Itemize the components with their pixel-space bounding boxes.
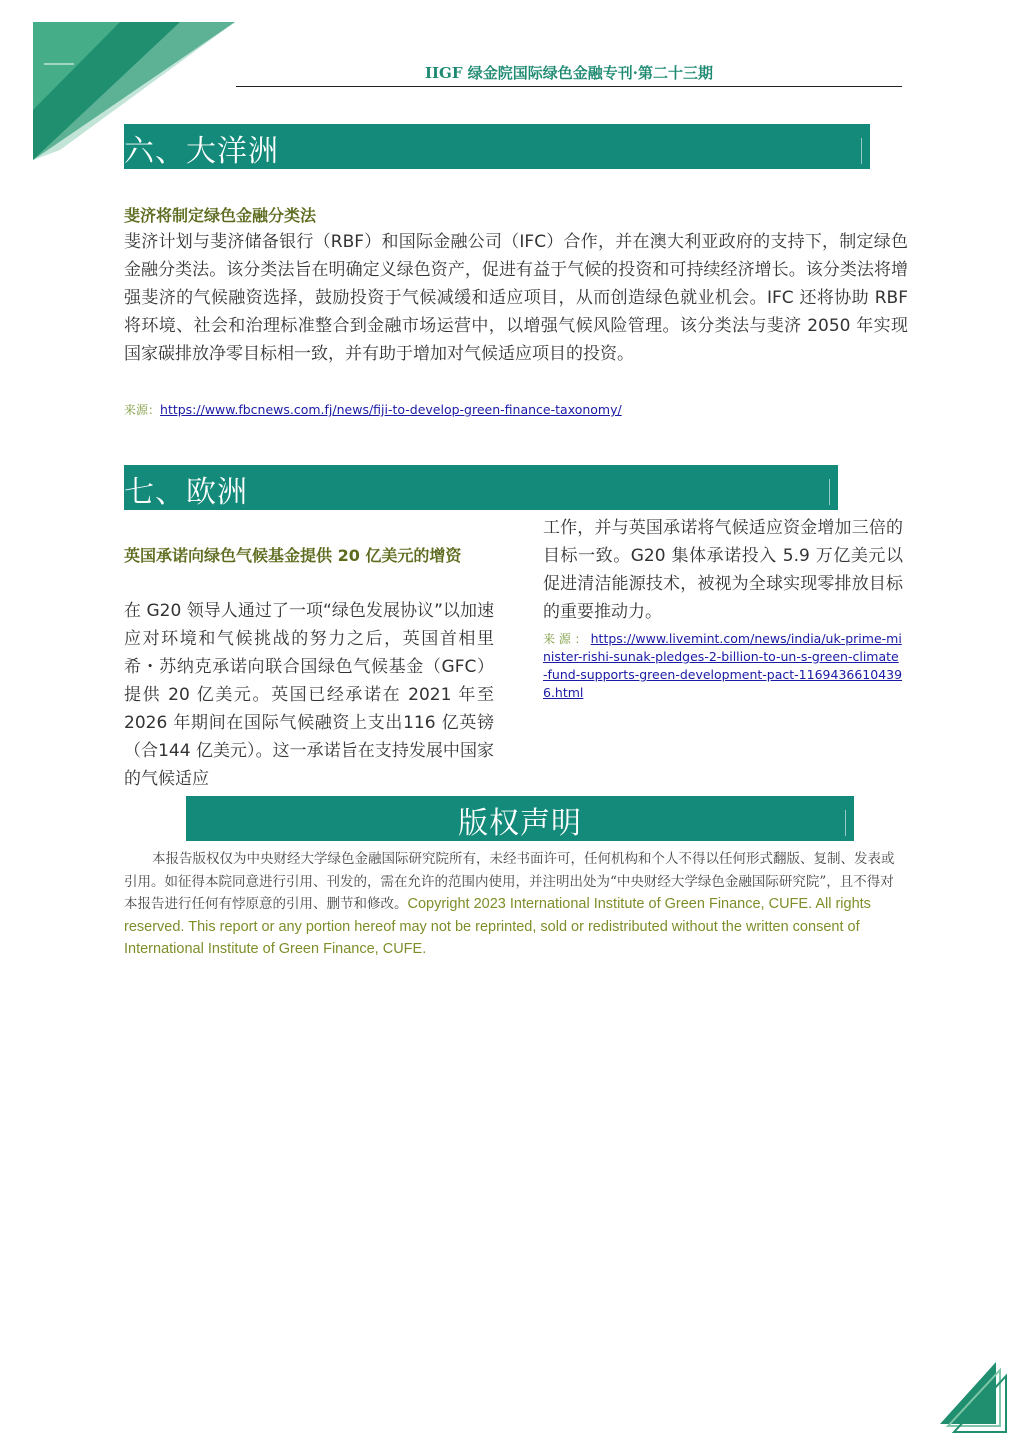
section-banner-europe	[124, 465, 838, 510]
copyright-text-en: Copyright 2023 International Institute of Green Finance, CUFE. All rights reserved. This report or any portion hereof may not be reprinted, sold or redistributed without the written consent of International Institute of Green Finance, CUFE.	[124, 896, 871, 957]
source-label: 来源：	[124, 403, 161, 417]
article-headline: 英国承诺向绿色气候基金提供 20 亿美元的增资	[124, 546, 462, 565]
section-title: 六、大洋洲	[124, 134, 279, 169]
copyright-notice	[124, 848, 904, 961]
article-source	[124, 399, 622, 418]
source-label: 来 源 ：	[543, 632, 587, 646]
source-link[interactable]: https://www.livemint.com/news/india/uk-prime-minister-rishi-sunak-pledges-2-billion-to-un-s-green-climate-fund-supports-green-development-pact-11694366104396.html	[543, 631, 903, 700]
article-body: 斐济计划与斐济储备银行（RBF）和国际金融公司（IFC）合作，并在澳大利亚政府的支持下，制定绿色金融分类法。该分类法旨在明确定义绿色资产，促进有益于气候的投资和可持续经济增长。该分类法将增强斐济的气候融资选择，鼓励投资于气候减缓和适应项目，从而创造绿色就业机会。IFC 还将协助 RBF 将环境、社会和治理标准整合到金融市场运营中，以增强气候风险管理。该分类法与斐济 2050 年实现国家碳排放净零目标相一致，并有助于增加对气候适应项目的投资。	[124, 232, 908, 364]
corner-decoration-bottom	[934, 1356, 1014, 1436]
section-title: 七、欧洲	[124, 475, 248, 510]
banner-accent-bar	[829, 479, 830, 505]
section-banner-oceania	[124, 124, 870, 169]
banner-accent-bar	[861, 138, 862, 164]
copyright-text-cn: 本报告版权仅为中央财经大学绿色金融国际研究院所有，未经书面许可，任何机构和个人不得以任何形式翻版、复制、发表或引用。如征得本院同意进行引用、刊发的，需在允许的范围内使用，并注明出处为“中央财经大学绿色金融国际研究院”，且不得对本报告进行任何有悖原意的引用、删节和修改。	[124, 851, 895, 912]
article-source	[543, 630, 903, 702]
header-divider	[236, 86, 902, 87]
article-headline: 斐济将制定绿色金融分类法	[124, 206, 317, 225]
article-body-left: 在 G20 领导人通过了一项“绿色发展协议”以加速应对环境和气候挑战的努力之后，英国首相里希・苏纳克承诺向联合国绿色气候基金（GFC）提供 20 亿美元。英国已经承诺在 2021 年至 2026 年期间在国际气候融资上支出116 亿英镑（合144 亿美元）。这一承诺旨在支持发展中国家的气候适应	[124, 601, 494, 789]
copyright-banner	[186, 796, 854, 841]
page-header-title: IIGF 绿金院国际绿色金融专刊·第二十三期	[425, 64, 713, 82]
source-link[interactable]: https://www.fbcnews.com.fj/news/fiji-to-develop-green-finance-taxonomy/	[160, 402, 622, 417]
banner-accent-bar	[845, 810, 846, 836]
article-body-right: 工作，并与英国承诺将气候适应资金增加三倍的目标一致。G20 集体承诺投入 5.9 万亿美元以促进清洁能源技术，被视为全球实现零排放目标的重要推动力。	[543, 518, 903, 622]
copyright-title: 版权声明	[458, 806, 582, 841]
